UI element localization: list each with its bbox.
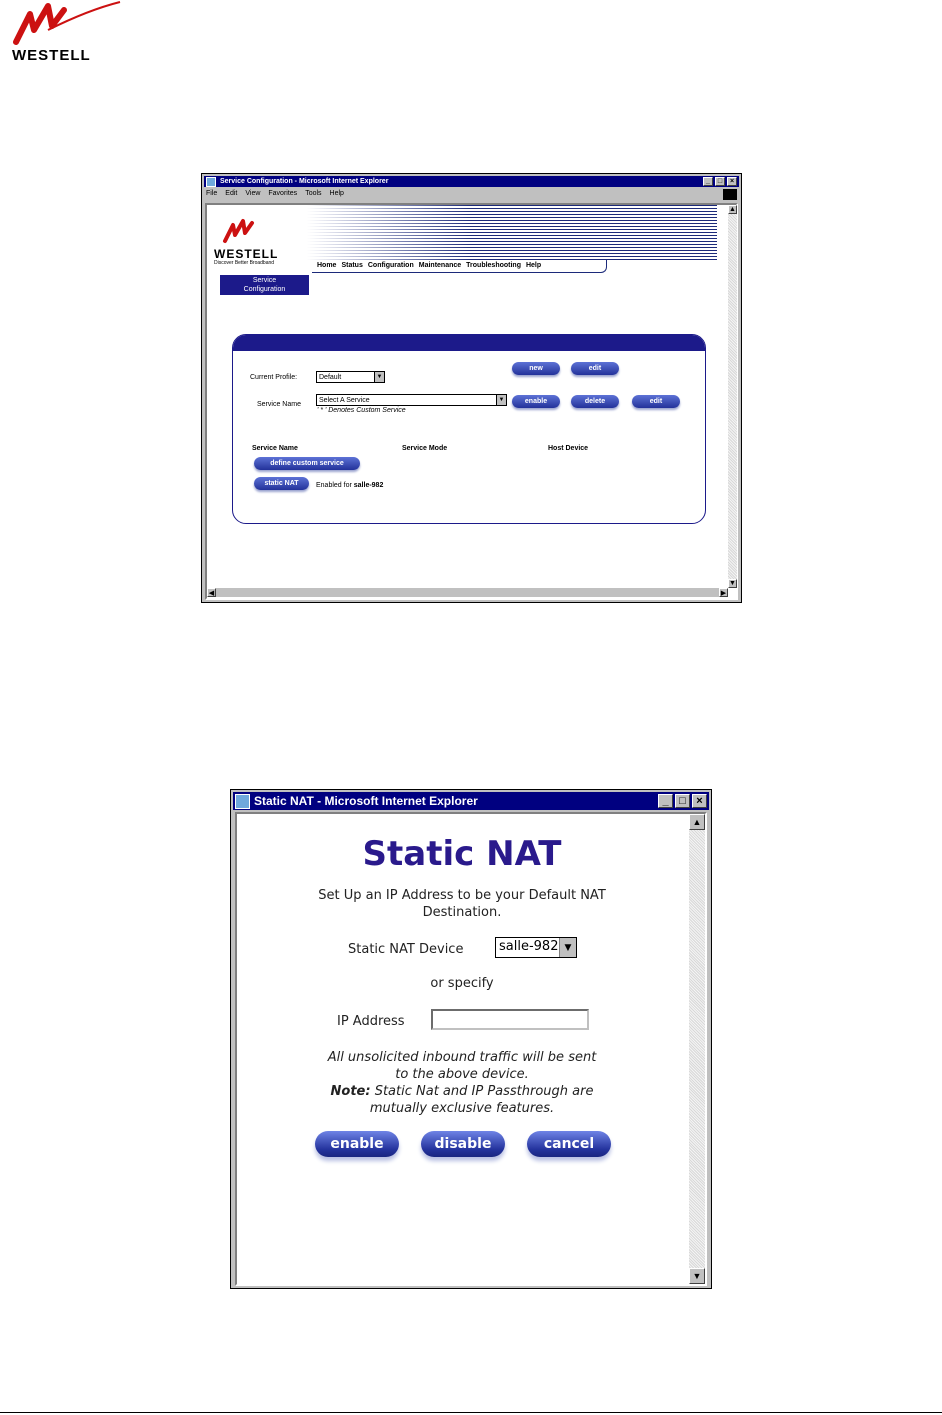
scroll-down-icon[interactable]: ▼ xyxy=(729,580,736,587)
enable-button[interactable]: enable xyxy=(512,395,560,408)
scroll-up-icon[interactable]: ▲ xyxy=(729,206,736,213)
horizontal-scrollbar[interactable] xyxy=(207,588,728,597)
service-configuration-window xyxy=(201,173,742,603)
window-title: Static NAT - Microsoft Internet Explorer xyxy=(254,794,478,808)
ie-icon xyxy=(235,794,250,809)
maximize-icon[interactable]: □ xyxy=(675,794,690,808)
nav-configuration[interactable]: Configuration xyxy=(367,262,414,269)
page-logo-text: WESTELL xyxy=(12,47,91,64)
westell-swoosh-icon xyxy=(221,217,271,245)
scroll-down-icon[interactable]: ▼ xyxy=(689,1268,705,1284)
cancel-button[interactable]: cancel xyxy=(527,1131,611,1157)
nav-status[interactable]: Status xyxy=(341,262,363,269)
static-nat-status xyxy=(316,482,383,489)
device-select[interactable] xyxy=(495,937,577,958)
ip-address-label: IP Address xyxy=(337,1014,405,1029)
vertical-scrollbar[interactable] xyxy=(689,814,705,1284)
chevron-down-icon: ▼ xyxy=(559,938,576,957)
close-icon[interactable]: × xyxy=(692,794,707,808)
disable-button[interactable]: disable xyxy=(421,1131,505,1157)
scroll-right-icon[interactable]: ▶ xyxy=(720,589,727,597)
note-line-2: mutually exclusive features. xyxy=(369,1101,555,1116)
windows-logo-icon xyxy=(723,189,737,200)
scroll-left-icon[interactable]: ◀ xyxy=(208,589,215,597)
service-name-value: Select A Service xyxy=(319,396,370,404)
nav-help[interactable]: Help xyxy=(525,262,542,269)
edit-profile-button[interactable]: edit xyxy=(571,362,619,375)
delete-button[interactable]: delete xyxy=(571,395,619,408)
config-panel xyxy=(232,334,706,524)
nav-troubleshooting[interactable]: Troubleshooting xyxy=(466,262,521,269)
header-stripes xyxy=(307,205,717,260)
custom-service-note: ' * ' Denotes Custom Service xyxy=(317,407,406,414)
section-label-line2: Configuration xyxy=(243,286,286,293)
current-profile-select[interactable] xyxy=(316,371,385,383)
intro-line-2: Destination. xyxy=(422,905,502,920)
col-host-device: Host Device xyxy=(548,445,589,452)
vertical-scrollbar[interactable] xyxy=(728,205,737,588)
new-button[interactable]: new xyxy=(512,362,560,375)
nav-bar xyxy=(312,259,607,273)
service-name-select[interactable] xyxy=(316,394,507,406)
intro-line-1: Set Up an IP Address to be your Default NAT xyxy=(318,888,606,903)
menu-tools[interactable]: Tools xyxy=(305,190,322,197)
maximize-icon[interactable]: □ xyxy=(715,177,725,186)
site-tagline: Discover Better Broadband xyxy=(214,260,275,266)
static-nat-status-host: salle-982 xyxy=(353,482,384,489)
device-select-value: salle-982 xyxy=(499,939,559,954)
current-profile-value: Default xyxy=(319,373,342,381)
ie-icon xyxy=(206,177,216,187)
window-title: Service Configuration - Microsoft Internet Explorer xyxy=(220,178,389,185)
scroll-up-icon[interactable]: ▲ xyxy=(689,814,705,830)
menu-file[interactable]: File xyxy=(206,190,218,197)
menu-bar xyxy=(206,190,344,197)
menu-edit[interactable]: Edit xyxy=(225,190,238,197)
browser-viewport xyxy=(235,812,707,1286)
define-custom-service-button[interactable]: define custom service xyxy=(254,457,360,470)
window-titlebar xyxy=(204,176,739,187)
section-label-line1: Service xyxy=(252,277,277,284)
service-name-label: Service Name xyxy=(257,401,301,408)
footer-rule xyxy=(0,1412,942,1413)
panel-header-bar xyxy=(233,335,705,351)
col-service-mode: Service Mode xyxy=(402,445,448,452)
notice-line-2: to the above device. xyxy=(395,1067,529,1082)
note-text-1: Static Nat and IP Passthrough are xyxy=(374,1084,594,1099)
page-title: Static NAT xyxy=(362,834,562,874)
close-icon[interactable]: × xyxy=(727,177,737,186)
site-logo-text: WESTELL xyxy=(214,247,279,261)
window-titlebar xyxy=(233,792,709,810)
menu-favorites[interactable]: Favorites xyxy=(268,190,298,197)
static-nat-window xyxy=(230,789,712,1289)
westell-swoosh-icon xyxy=(8,0,128,50)
notice-line-1: All unsolicited inbound traffic will be sent xyxy=(327,1050,597,1065)
note-line-1 xyxy=(237,1084,687,1099)
edit-service-button[interactable]: edit xyxy=(632,395,680,408)
device-label: Static NAT Device xyxy=(348,942,464,957)
menu-view[interactable]: View xyxy=(245,190,261,197)
static-nat-button[interactable]: static NAT xyxy=(254,477,309,490)
current-profile-label: Current Profile: xyxy=(250,374,298,381)
ip-address-input[interactable] xyxy=(431,1009,589,1030)
minimize-icon[interactable]: _ xyxy=(703,177,713,186)
static-nat-status-prefix: Enabled for xyxy=(316,482,352,489)
col-service-name: Service Name xyxy=(252,445,298,452)
chevron-down-icon: ▼ xyxy=(374,372,384,382)
nav-maintenance[interactable]: Maintenance xyxy=(418,262,462,269)
section-label xyxy=(220,275,309,295)
minimize-icon[interactable]: _ xyxy=(658,794,673,808)
enable-button[interactable]: enable xyxy=(315,1131,399,1157)
chevron-down-icon: ▼ xyxy=(496,395,506,405)
menu-help[interactable]: Help xyxy=(329,190,344,197)
nav-home[interactable]: Home xyxy=(317,262,337,269)
browser-viewport xyxy=(205,203,738,600)
note-label: Note: xyxy=(330,1084,371,1099)
or-specify-text: or specify xyxy=(430,976,494,991)
